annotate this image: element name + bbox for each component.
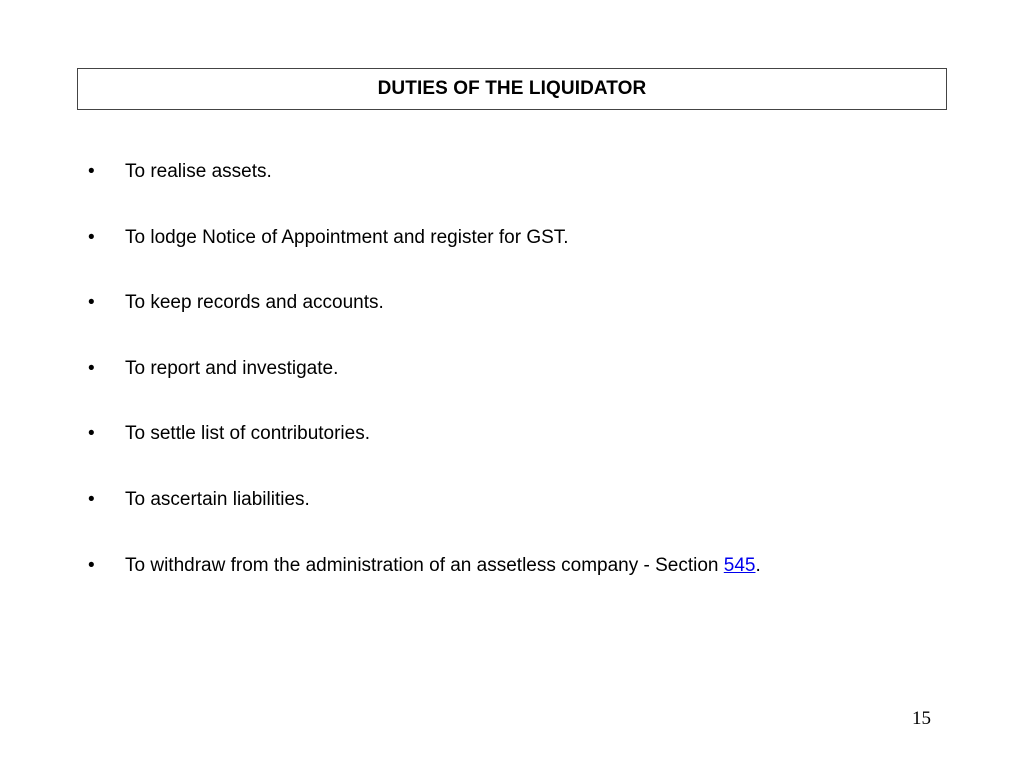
bullet-icon: • <box>88 423 95 444</box>
bullet-icon: • <box>88 161 95 182</box>
slide-title: DUTIES OF THE LIQUIDATOR <box>377 78 647 99</box>
list-item-text: To settle list of contributories. <box>125 423 370 444</box>
bullet-icon: • <box>88 358 95 379</box>
list-item-text: To keep records and accounts. <box>125 292 384 313</box>
list-item-text: To report and investigate. <box>125 358 339 379</box>
bullet-icon: • <box>88 227 95 248</box>
section-545-link[interactable]: 545 <box>723 555 756 576</box>
list-item <box>0 553 1000 579</box>
list-item <box>0 487 1000 513</box>
list-item <box>0 159 1000 185</box>
list-item-text-after-link: . <box>755 555 761 576</box>
bullet-icon: • <box>88 489 95 510</box>
page-number: 15 <box>912 708 931 729</box>
list-item-text-before-link: To withdraw from the administration of an assetless company - Section <box>125 555 724 576</box>
bullet-icon: • <box>88 292 95 313</box>
list-item <box>0 290 1000 316</box>
list-item-text: To lodge Notice of Appointment and register for GST. <box>125 227 569 248</box>
list-item <box>0 421 1000 447</box>
list-item <box>0 225 1000 251</box>
list-item-text: To ascertain liabilities. <box>125 489 310 510</box>
bullet-icon: • <box>88 555 95 576</box>
list-item-text: To realise assets. <box>125 161 272 182</box>
list-item <box>0 356 1000 382</box>
list-item-text <box>125 553 761 579</box>
